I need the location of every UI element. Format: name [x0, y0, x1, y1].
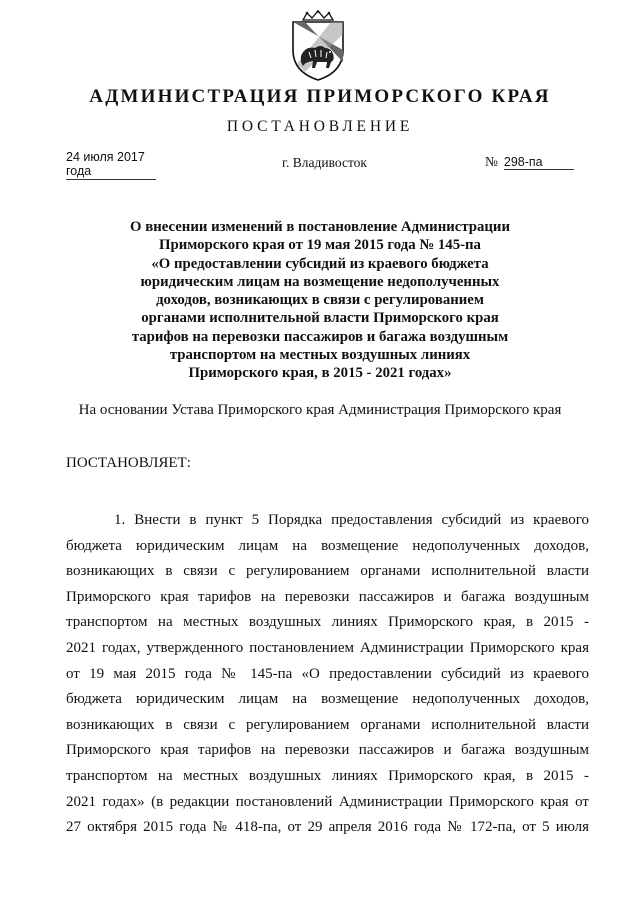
title-line: органами исполнительной власти Приморского края	[141, 310, 499, 327]
paragraph-line: Приморского края тарифов на перевозки пассажиров и багажа воздушным	[66, 588, 589, 605]
document-title	[60, 218, 580, 383]
organization-name: АДМИНИСТРАЦИЯ ПРИМОРСКОГО КРАЯ	[89, 86, 551, 107]
document-type: ПОСТАНОВЛЕНИЕ	[226, 118, 414, 135]
paragraph-line: возникающих в связи с регулированием органами исполнительной власти	[66, 563, 589, 580]
title-line: юридическим лицам на возмещение недополученных	[140, 273, 500, 290]
number-label: №	[485, 154, 498, 169]
title-line: транспортом на местных воздушных линиях	[169, 347, 471, 364]
paragraph-line: транспортом на местных воздушных линиях Приморского края, в 2015 -	[66, 767, 589, 784]
document-number-block	[485, 154, 574, 170]
paragraph-line: 1. Внести в пункт 5 Порядка предоставления субсидий из краевого	[114, 512, 589, 528]
document-number: 298-па	[504, 155, 574, 170]
title-line: О внесении изменений в постановление Администрации	[130, 219, 510, 235]
resolves-heading: ПОСТАНОВЛЯЕТ:	[66, 455, 191, 471]
title-line: доходов, возникающих в связи с регулированием	[156, 292, 484, 309]
paragraph-line: транспортом на местных воздушных линиях Приморского края, в 2015 -	[66, 614, 589, 631]
paragraph-line: бюджета юридическим лицам на возмещение недополученных доходов,	[66, 691, 589, 708]
paragraph-line: возникающих в связи с регулированием органами исполнительной власти	[66, 716, 589, 733]
paragraph-line: 2021 годах» (в редакции постановлений Администрации Приморского края от	[66, 793, 589, 810]
title-line: тарифов на перевозки пассажиров и багажа воздушным	[131, 328, 509, 345]
paragraph-line: от 19 мая 2015 года № 145-па «О предоставлении субсидий из краевого	[66, 665, 589, 682]
title-line: Приморского края, в 2015 - 2021 годах»	[188, 365, 452, 382]
document-date: 24 июля 2017 года	[66, 150, 156, 180]
coat-of-arms-emblem	[285, 10, 351, 82]
title-line: Приморского края от 19 мая 2015 года № 145-па	[159, 237, 481, 254]
legal-basis-text: На основании Устава Приморского края Администрация Приморского края	[78, 402, 562, 418]
paragraph-line: 2021 годах, утвержденного постановлением Администрации Приморского края	[66, 639, 589, 656]
title-line: «О предоставлении субсидий из краевого бюджета	[151, 255, 489, 272]
document-city: г. Владивосток	[282, 155, 367, 170]
coat-of-arms-icon	[285, 10, 351, 82]
paragraph-line: Приморского края тарифов на перевозки пассажиров и багажа воздушным	[66, 742, 589, 759]
body-paragraph	[66, 508, 589, 841]
paragraph-line: бюджета юридическим лицам на возмещение недополученных доходов,	[66, 537, 589, 554]
paragraph-line: 27 октября 2015 года № 418-па, от 29 апреля 2016 года № 172-па, от 5 июля	[66, 819, 589, 836]
